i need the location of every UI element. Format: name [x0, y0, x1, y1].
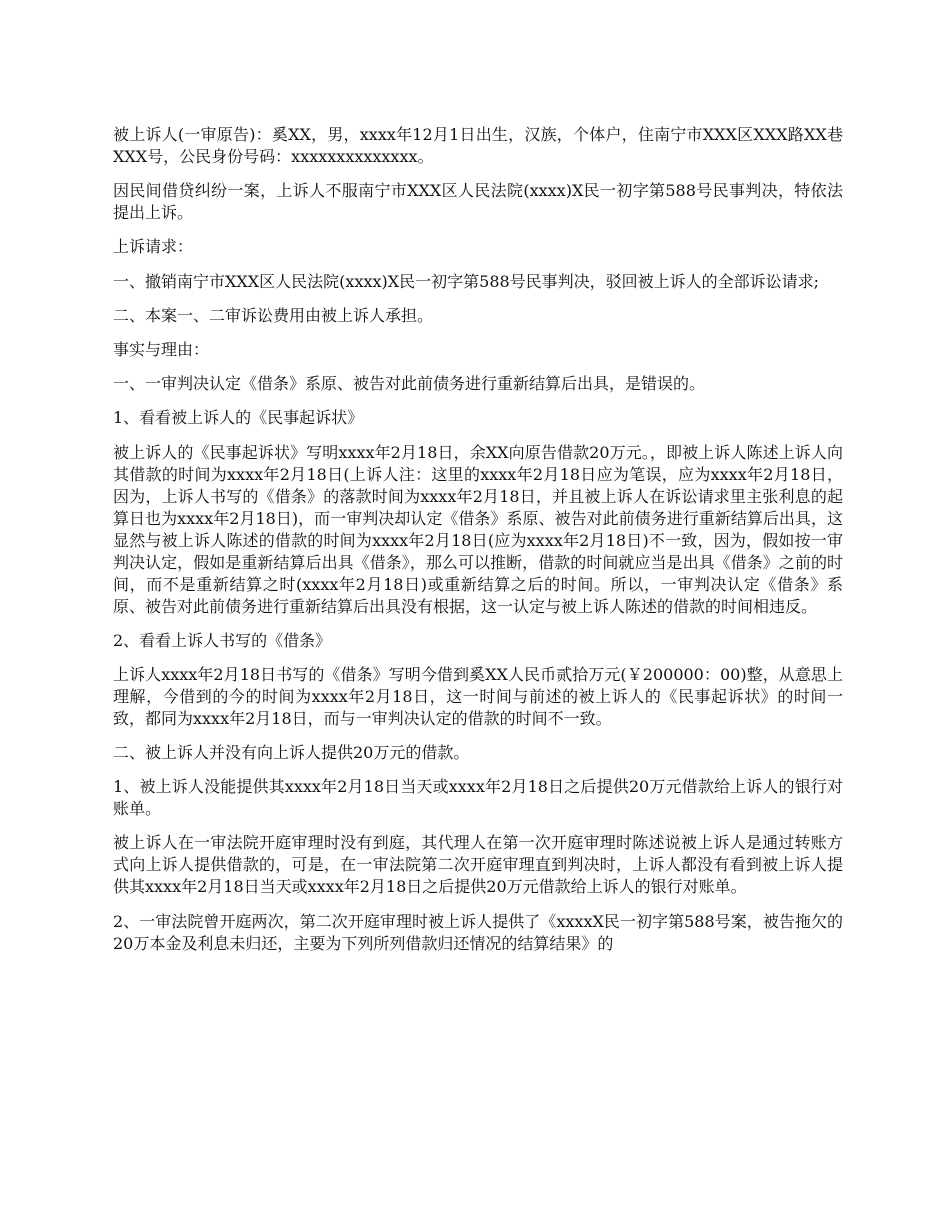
document-body: [113, 124, 843, 967]
paragraph-subheading-1-2: 2、看看上诉人书写的《借条》: [113, 630, 332, 650]
paragraph-iou-analysis: 上诉人xxxx年2月18日书写的《借条》写明今借到奚XX人民币贰拾万元(￥200000：00)整，从意思上理解，今借到的今的时间为xxxx年2月18日，这一时间与前述的被上诉人的《民事起诉状》的时间一致，都同为xxxx年2月18日，而与一审判决认定的借款的时间不一致。: [113, 664, 843, 728]
heading-appeal-requests: 上诉请求：: [113, 237, 194, 257]
paragraph-subheading-2-2: 2、一审法院曾开庭两次，第二次开庭审理时被上诉人提供了《xxxxX民一初字第588号案，被告拖欠的20万本金及利息未归还，主要为下列所列借款归还情况的结算结果》的: [113, 911, 843, 953]
heading-facts-and-reasons: 事实与理由：: [113, 339, 210, 359]
paragraph-subheading-2-1: 1、被上诉人没能提供其xxxx年2月18日当天或xxxx年2月18日之后提供20万元借款给上诉人的银行对账单。: [113, 777, 843, 819]
paragraph-case-intro: 因民间借贷纠纷一案，上诉人不服南宁市XXX区人民法院(xxxx)X民一初字第588号民事判决，特依法提出上诉。: [113, 181, 843, 223]
paragraph-reason-2: 二、被上诉人并没有向上诉人提供20万元的借款。: [113, 743, 470, 763]
paragraph-appellee-info: 被上诉人(一审原告)：奚XX，男，xxxx年12月1日出生，汉族，个体户，住南宁市XXX区XXX路XX巷XXX号，公民身份号码：xxxxxxxxxxxxxx。: [113, 125, 843, 166]
paragraph-subheading-1-1: 1、看看被上诉人的《民事起诉状》: [113, 408, 364, 428]
paragraph-request-2: 二、本案一、二审诉讼费用由被上诉人承担。: [113, 305, 434, 325]
paragraph-reason-1: 一、一审判决认定《借条》系原、被告对此前债务进行重新结算后出具，是错误的。: [113, 374, 706, 394]
paragraph-request-1: 一、撤销南宁市XXX区人民法院(xxxx)X民一初字第588号民事判决，驳回被上诉人的全部诉讼请求;: [113, 271, 820, 291]
paragraph-complaint-analysis: 被上诉人的《民事起诉状》写明xxxx年2月18日，余XX向原告借款20万元。，即被上诉人陈述上诉人向其借款的时间为xxxx年2月18日(上诉人注：这里的xxxx年2月18日应为笔误，应为xxxx年2月18日，因为，上诉人书写的《借条》的落款时间为xxxx年2月18日，并且被上诉人在诉讼请求里主张利息的起算日也为xxxx年2月18日)，而一审判决却认定《借条》系原、被告对此前债务进行重新结算后出具，这显然与被上诉人陈述的借款的时间为xxxx年2月18日(应为xxxx年2月18日)不一致，因为，假如按一审判决认定，假如是重新结算后出具《借条》，那么可以推断，借款的时间就应当是出具《借条》之前的时间，而不是重新结算之时(xxxx年2月18日)或重新结算之后的时间。所以，一审判决认定《借条》系原、被告对此前债务进行重新结算后出具没有根据，这一认定与被上诉人陈述的借款的时间相违反。: [113, 442, 843, 616]
paragraph-bank-statement: 被上诉人在一审法院开庭审理时没有到庭，其代理人在第一次开庭审理时陈述说被上诉人是通过转账方式向上诉人提供借款的，可是，在一审法院第二次开庭审理直到判决时，上诉人都没有看到被上诉人提供其xxxx年2月18日当天或xxxx年2月18日之后提供20万元借款给上诉人的银行对账单。: [113, 833, 843, 897]
